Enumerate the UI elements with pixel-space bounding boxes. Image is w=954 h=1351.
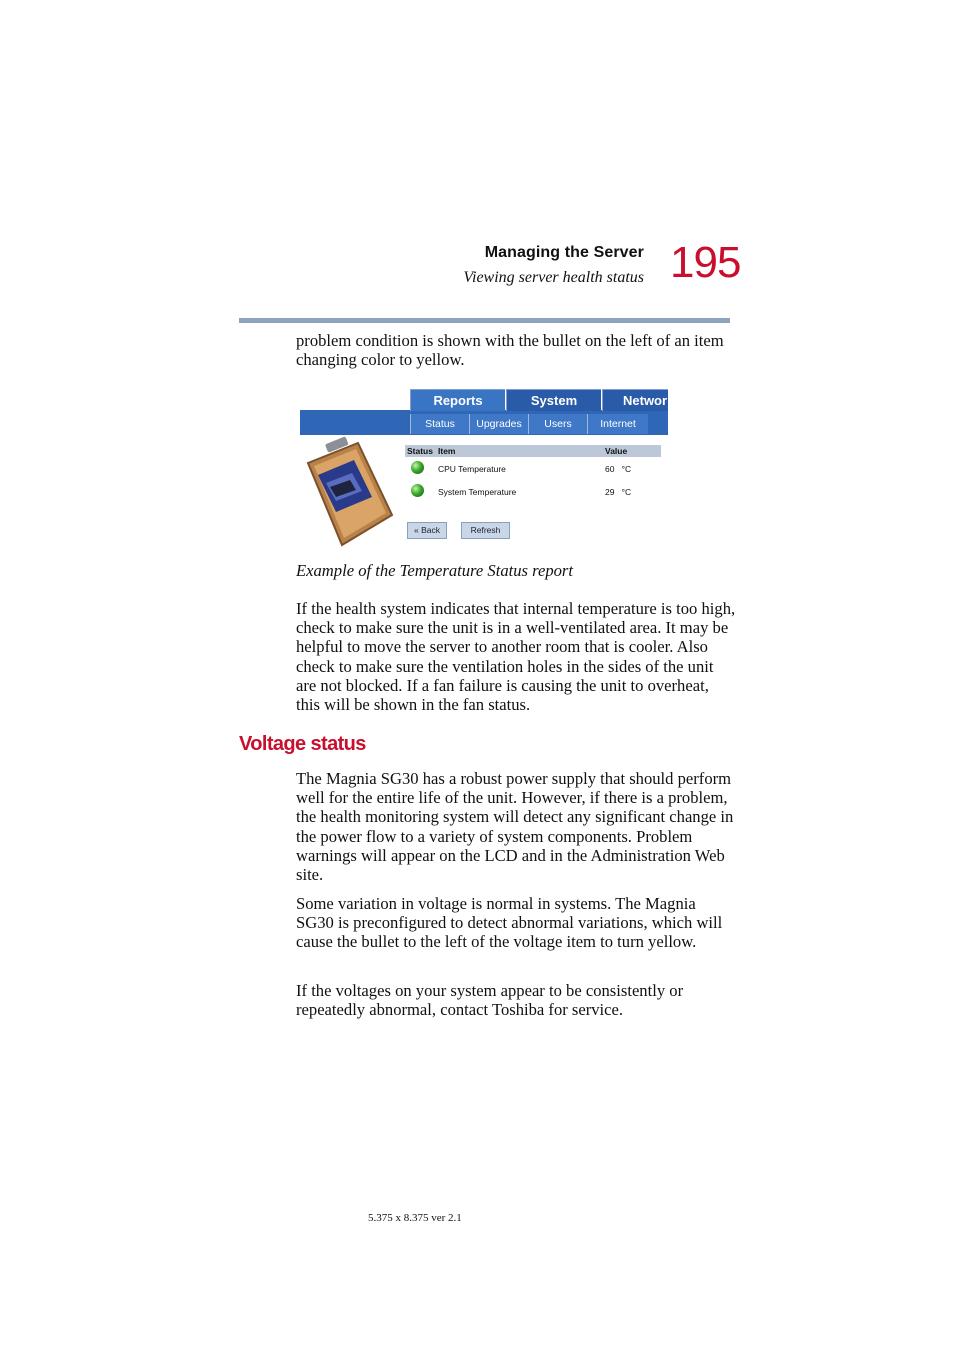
subtab-status[interactable]: Status — [410, 414, 469, 434]
temperature-status-screenshot — [300, 387, 668, 552]
subtab-bar — [410, 414, 648, 434]
tab-reports[interactable]: Reports — [410, 389, 505, 411]
running-header-chapter: Managing the Server — [484, 244, 644, 261]
table-row — [405, 480, 661, 503]
subtab-internet[interactable]: Internet — [587, 414, 648, 434]
page-footer: 5.375 x 8.375 ver 2.1 — [368, 1212, 462, 1224]
status-bullet-icon — [411, 461, 424, 474]
row-unit: °C — [621, 463, 632, 474]
back-button[interactable]: « Back — [407, 522, 447, 539]
refresh-button[interactable]: Refresh — [461, 522, 510, 539]
tab-system[interactable]: System — [506, 389, 601, 411]
row-item: CPU Temperature — [438, 463, 506, 474]
page-number: 195 — [670, 238, 741, 287]
row-value: 60 — [605, 463, 615, 474]
col-item-header: Item — [436, 445, 603, 457]
temperature-paragraph: If the health system indicates that internal temperature is too high, check to make sure the unit is in a well-ventilated area. It may be helpful to move the server to another room that is cooler. Also check to make sure the ventilation holes in the sides of the unit are not blocked. If a fan failure is causing the unit to overheat, this will be shown in the fan status. — [296, 599, 736, 715]
subtab-upgrades[interactable]: Upgrades — [469, 414, 528, 434]
voltage-paragraph-2: Some variation in voltage is normal in systems. The Magnia SG30 is preconfigured to detect abnormal variations, which will cause the bullet to the left of the voltage item to turn yellow. — [296, 894, 723, 952]
table-row — [405, 457, 661, 480]
status-table — [405, 445, 661, 503]
running-header-section: Viewing server health status — [463, 269, 644, 286]
tab-network[interactable]: Networ — [602, 389, 668, 411]
col-value-header: Value — [603, 445, 661, 457]
voltage-paragraph-3: If the voltages on your system appear to be consistently or repeatedly abnormal, contact Toshiba for service. — [296, 981, 684, 1020]
section-heading-voltage: Voltage status — [239, 733, 366, 755]
figure-caption: Example of the Temperature Status report — [296, 561, 573, 580]
clipboard-server-icon — [300, 435, 398, 552]
status-bullet-icon — [411, 484, 424, 497]
voltage-paragraph-1: The Magnia SG30 has a robust power supply that should perform well for the entire life of the unit. However, if there is a problem, the health monitoring system will detect any significant change in the power flow to a variety of system components. Problem warnings will appear on the LCD and in the Administration Web site. — [296, 769, 734, 885]
header-rule — [239, 318, 730, 323]
row-unit: °C — [621, 486, 632, 497]
col-status-header: Status — [405, 445, 436, 457]
row-item: System Temperature — [438, 486, 517, 497]
subtab-users[interactable]: Users — [528, 414, 587, 434]
row-value: 29 — [605, 486, 615, 497]
intro-paragraph: problem condition is shown with the bullet on the left of an item changing color to yellow. — [296, 331, 724, 370]
